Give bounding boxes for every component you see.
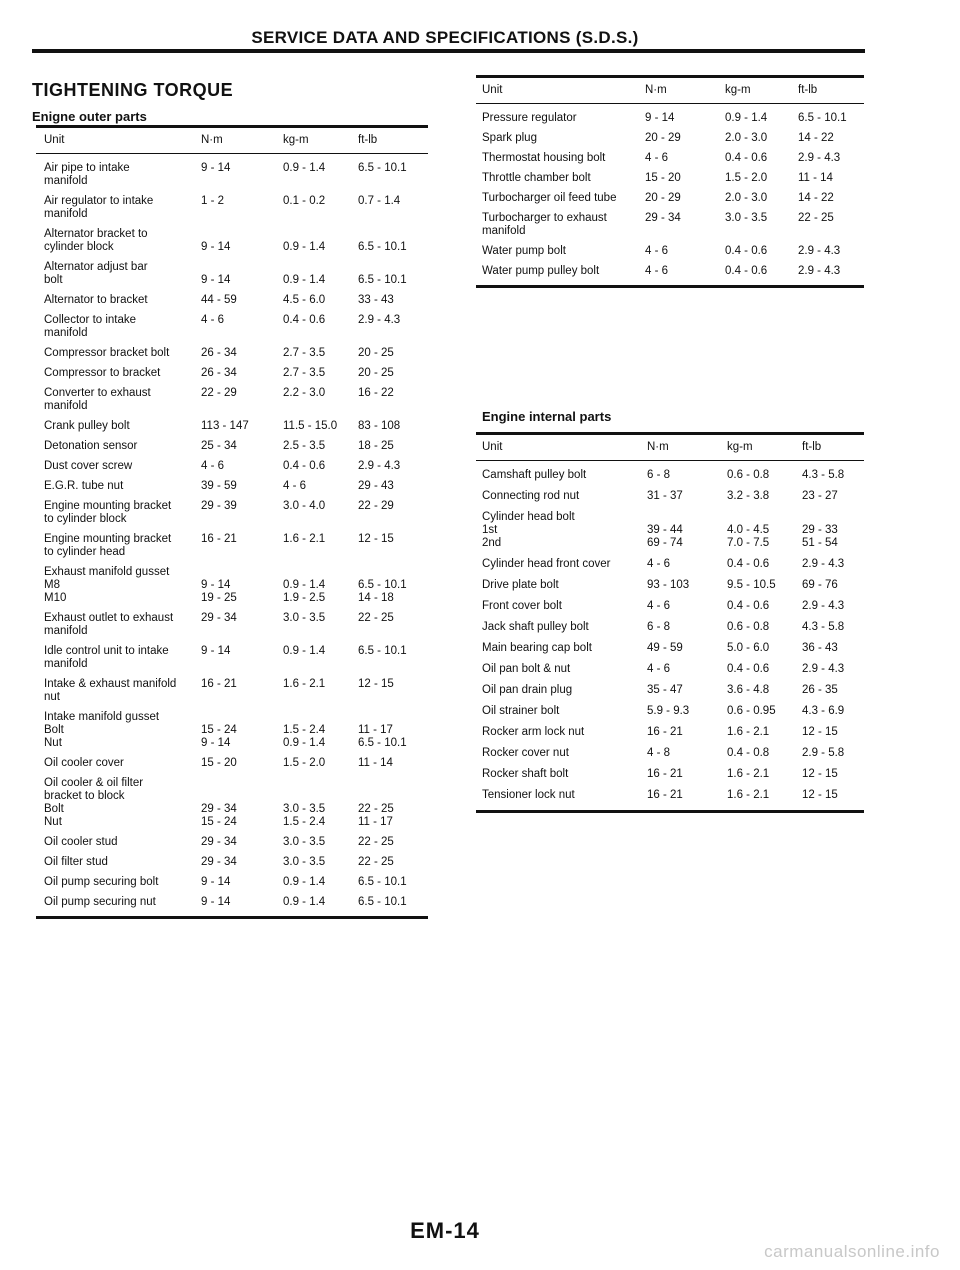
nm-cell: 20 - 29 [645,132,681,144]
kgm-cell: 0.4 - 0.6 [727,558,770,570]
part-name-cell: Water pump pulley bolt [482,265,600,277]
part-name-cell: Oil pump securing nut [44,896,156,908]
nm-cell: 15 - 20 [645,172,681,184]
ftlb-cell: 83 - 108 [358,420,401,432]
ftlb-cell: 12 - 15 [358,533,394,545]
kgm-cell: 0.9 - 1.4 1.9 - 2.5 [283,579,326,604]
nm-cell: 4 - 6 [201,460,225,472]
kgm-cell: 0.6 - 0.95 [727,705,776,717]
kgm-cell: 1.6 - 2.1 [283,533,326,545]
kgm-cell: 3.6 - 4.8 [727,684,770,696]
ftlb-cell: 2.9 - 4.3 [358,460,401,472]
kgm-cell: 0.6 - 0.8 [727,621,770,633]
nm-cell: 31 - 37 [647,490,683,502]
outer-parts-table [36,125,428,919]
nm-cell: 93 - 103 [647,579,690,591]
table-row [44,711,428,750]
table-body [476,104,864,278]
nm-cell: 9 - 14 [201,162,231,174]
ftlb-cell: 2.9 - 4.3 [798,152,841,164]
kgm-cell: 0.4 - 0.6 [725,245,768,257]
ftlb-cell: 12 - 15 [802,768,838,780]
table-row [44,162,428,188]
part-name-cell: Water pump bolt [482,245,566,257]
ftlb-cell: 69 - 76 [802,579,838,591]
table-row [482,132,864,145]
ftlb-cell: 6.5 - 10.1 [358,876,407,888]
ftlb-cell: 4.3 - 6.9 [802,705,845,717]
nm-cell: 16 - 21 [647,726,683,738]
ftlb-cell: 29 - 33 51 - 54 [802,524,838,549]
ftlb-cell: 22 - 25 [358,836,394,848]
part-name-cell: Engine mounting bracket to cylinder block [44,500,172,525]
nm-cell: 29 - 34 15 - 24 [201,803,237,828]
table-row [482,621,864,634]
ftlb-cell: 11 - 14 [798,172,833,184]
kgm-cell: 3.0 - 3.5 [725,212,768,224]
table-row [482,490,864,503]
nm-cell: 9 - 14 [201,896,231,908]
ftlb-cell: 22 - 25 [798,212,834,224]
kgm-cell: 5.0 - 6.0 [727,642,770,654]
nm-cell: 5.9 - 9.3 [647,705,690,717]
part-name-cell: Compressor bracket bolt [44,347,170,359]
kgm-cell: 2.0 - 3.0 [725,132,768,144]
nm-cell: 4 - 6 [647,663,671,675]
kgm-cell: 1.6 - 2.1 [727,726,770,738]
nm-cell: 16 - 21 [647,768,683,780]
part-name-cell: Collector to intake manifold [44,314,137,339]
table-row [44,757,428,770]
kgm-cell: 0.9 - 1.4 [725,112,768,124]
watermark: carmanualsonline.info [764,1242,940,1261]
col-kgm: kg-m [727,441,753,453]
ftlb-cell: 22 - 29 [358,500,394,512]
part-name-cell: Drive plate bolt [482,579,559,591]
kgm-cell: 0.9 - 1.4 [283,274,326,286]
table-row [482,768,864,781]
kgm-cell: 3.0 - 3.5 1.5 - 2.4 [283,803,326,828]
part-name-cell: Main bearing cap bolt [482,642,592,654]
ftlb-cell: 4.3 - 5.8 [802,469,845,481]
nm-cell: 15 - 20 [201,757,237,769]
nm-cell: 25 - 34 [201,440,237,452]
kgm-cell: 2.2 - 3.0 [283,387,326,399]
outer-parts-table-continued [476,75,864,288]
nm-cell: 35 - 47 [647,684,683,696]
table-bottom-rule [476,285,864,288]
col-unit: Unit [482,441,503,453]
nm-cell: 16 - 21 [201,533,237,545]
part-name-cell: Camshaft pulley bolt [482,469,587,481]
part-name-cell: Rocker cover nut [482,747,569,759]
table-row [44,367,428,380]
table-row [44,228,428,254]
section-subtitle: Enigne outer parts [32,109,147,124]
table-row [44,533,428,559]
nm-cell: 29 - 34 [201,836,237,848]
kgm-cell: 3.0 - 4.0 [283,500,326,512]
table-header [476,435,864,460]
nm-cell: 20 - 29 [645,192,681,204]
nm-cell: 29 - 34 [201,856,237,868]
kgm-cell: 9.5 - 10.5 [727,579,776,591]
table-row [482,705,864,718]
part-name-cell: Turbocharger to exhaust manifold [482,212,607,237]
part-name-cell: Rocker shaft bolt [482,768,569,780]
table-row [44,836,428,849]
ftlb-cell: 2.9 - 4.3 [358,314,401,326]
part-name-cell: Intake & exhaust manifold nut [44,678,177,703]
ftlb-cell: 11 - 14 [358,757,393,769]
nm-cell: 6 - 8 [647,621,671,633]
table-header [36,128,428,153]
table-row [482,558,864,571]
kgm-cell: 0.9 - 1.4 [283,876,326,888]
ftlb-cell: 6.5 - 10.1 14 - 18 [358,579,407,604]
kgm-cell: 0.4 - 0.6 [283,314,326,326]
nm-cell: 29 - 34 [201,612,237,624]
ftlb-cell: 14 - 22 [798,192,834,204]
part-name-cell: Oil cooler cover [44,757,124,769]
nm-cell: 39 - 44 69 - 74 [647,524,683,549]
col-unit: Unit [44,134,65,146]
table-row [482,212,864,238]
ftlb-cell: 29 - 43 [358,480,394,492]
kgm-cell: 0.1 - 0.2 [283,195,326,207]
table-row [44,460,428,473]
nm-cell: 4 - 6 [647,600,671,612]
table-row [44,566,428,605]
kgm-cell: 0.4 - 0.6 [725,265,768,277]
part-name-cell: Oil pan drain plug [482,684,573,696]
table-row [44,500,428,526]
nm-cell: 29 - 39 [201,500,237,512]
part-name-cell: Pressure regulator [482,112,577,124]
ftlb-cell: 23 - 27 [802,490,838,502]
part-name-cell: Cylinder head front cover [482,558,611,570]
col-ftlb: ft-lb [358,134,378,146]
part-name-cell: Turbocharger oil feed tube [482,192,617,204]
nm-cell: 44 - 59 [201,294,237,306]
page-header-title: SERVICE DATA AND SPECIFICATIONS (S.D.S.) [251,28,639,47]
table-row [44,314,428,340]
internal-parts-subtitle: Engine internal parts [482,409,612,424]
nm-cell: 4 - 6 [645,265,669,277]
table-row [44,261,428,287]
kgm-cell: 0.9 - 1.4 [283,645,326,657]
nm-cell: 4 - 6 [645,152,669,164]
part-name-cell: Compressor to bracket [44,367,161,379]
nm-cell: 29 - 34 [645,212,681,224]
table-row [44,856,428,869]
table-row [482,265,864,278]
part-name-cell: Thermostat housing bolt [482,152,606,164]
table-row [44,777,428,829]
part-name-cell: Converter to exhaust manifold [44,387,151,412]
part-name-cell: Front cover bolt [482,600,562,612]
part-name-cell: Dust cover screw [44,460,133,472]
nm-cell: 26 - 34 [201,367,237,379]
col-nm: N·m [645,84,667,96]
ftlb-cell: 6.5 - 10.1 [798,112,847,124]
kgm-cell: 11.5 - 15.0 [283,420,338,432]
nm-cell: 16 - 21 [201,678,237,690]
col-kgm: kg-m [283,134,309,146]
table-row [482,726,864,739]
kgm-cell: 3.0 - 3.5 [283,612,326,624]
table-row [482,192,864,205]
table-row [44,387,428,413]
table-row [44,420,428,433]
table-bottom-rule [36,916,428,919]
nm-cell: 4 - 8 [647,747,671,759]
kgm-cell: 3.2 - 3.8 [727,490,770,502]
part-name-cell: Detonation sensor [44,440,138,452]
table-row [44,480,428,493]
nm-cell: 9 - 14 [201,876,231,888]
nm-cell: 9 - 14 [201,241,231,253]
kgm-cell: 0.6 - 0.8 [727,469,770,481]
ftlb-cell: 6.5 - 10.1 [358,241,407,253]
col-ftlb: ft-lb [798,84,818,96]
part-name-cell: Alternator adjust bar bolt [44,261,148,286]
part-name-cell: Connecting rod nut [482,490,580,502]
table-row [44,294,428,307]
part-name-cell: Oil filter stud [44,856,108,868]
kgm-cell: 1.5 - 2.0 [725,172,768,184]
table-body [476,461,864,802]
nm-cell: 9 - 14 [201,645,231,657]
kgm-cell: 2.7 - 3.5 [283,347,326,359]
part-name-cell: Oil cooler & oil filter bracket to block Bolt Nut [44,777,144,828]
kgm-cell: 0.4 - 0.6 [727,663,770,675]
table-row [44,876,428,889]
part-name-cell: Cylinder head bolt 1st 2nd [482,511,575,549]
ftlb-cell: 2.9 - 4.3 [802,663,845,675]
table-row [44,440,428,453]
ftlb-cell: 2.9 - 4.3 [802,558,845,570]
nm-cell: 6 - 8 [647,469,671,481]
table-row [44,347,428,360]
col-nm: N·m [647,441,669,453]
table-row [482,663,864,676]
nm-cell: 4 - 6 [645,245,669,257]
nm-cell: 113 - 147 [201,420,249,432]
ftlb-cell: 2.9 - 4.3 [798,265,841,277]
ftlb-cell: 6.5 - 10.1 [358,896,407,908]
col-ftlb: ft-lb [802,441,822,453]
table-row [482,600,864,613]
table-row [482,469,864,482]
ftlb-cell: 22 - 25 [358,612,394,624]
part-name-cell: Idle control unit to intake manifold [44,645,169,670]
header-rule [32,49,865,53]
ftlb-cell: 26 - 35 [802,684,838,696]
kgm-cell: 1.5 - 2.4 0.9 - 1.4 [283,724,326,749]
part-name-cell: Oil cooler stud [44,836,118,848]
part-name-cell: Spark plug [482,132,537,144]
nm-cell: 1 - 2 [201,195,225,207]
ftlb-cell: 36 - 43 [802,642,838,654]
part-name-cell: Tensioner lock nut [482,789,575,801]
kgm-cell: 1.6 - 2.1 [727,789,770,801]
nm-cell: 16 - 21 [647,789,683,801]
kgm-cell: 0.4 - 0.6 [727,600,770,612]
table-bottom-rule [476,810,864,813]
part-name-cell: Exhaust manifold gusset M8 M10 [44,566,170,604]
table-row [44,612,428,638]
part-name-cell: Oil strainer bolt [482,705,560,717]
part-name-cell: Alternator bracket to cylinder block [44,228,148,253]
table-row [44,645,428,671]
part-name-cell: Alternator to bracket [44,294,148,306]
ftlb-cell: 6.5 - 10.1 [358,162,407,174]
ftlb-cell: 2.9 - 5.8 [802,747,845,759]
ftlb-cell: 33 - 43 [358,294,394,306]
kgm-cell: 0.4 - 0.8 [727,747,770,759]
kgm-cell: 2.7 - 3.5 [283,367,326,379]
ftlb-cell: 12 - 15 [802,726,838,738]
table-row [482,579,864,592]
part-name-cell: Oil pump securing bolt [44,876,159,888]
ftlb-cell: 12 - 15 [358,678,394,690]
ftlb-cell: 20 - 25 [358,367,394,379]
part-name-cell: Crank pulley bolt [44,420,130,432]
table-row [44,896,428,909]
kgm-cell: 4.5 - 6.0 [283,294,326,306]
kgm-cell: 2.0 - 3.0 [725,192,768,204]
table-row [482,245,864,258]
nm-cell: 15 - 24 9 - 14 [201,724,237,749]
table-row [482,684,864,697]
part-name-cell: Air pipe to intake manifold [44,162,130,187]
part-name-cell: Throttle chamber bolt [482,172,591,184]
kgm-cell: 0.4 - 0.6 [283,460,326,472]
kgm-cell: 1.6 - 2.1 [283,678,326,690]
table-row [482,642,864,655]
ftlb-cell: 12 - 15 [802,789,838,801]
nm-cell: 49 - 59 [647,642,683,654]
ftlb-cell: 16 - 22 [358,387,394,399]
ftlb-cell: 4.3 - 5.8 [802,621,845,633]
part-name-cell: Oil pan bolt & nut [482,663,571,675]
ftlb-cell: 20 - 25 [358,347,394,359]
nm-cell: 9 - 14 [201,274,231,286]
ftlb-cell: 2.9 - 4.3 [802,600,845,612]
table-body [36,154,428,909]
table-row [482,112,864,125]
table-header [476,78,864,103]
nm-cell: 4 - 6 [647,558,671,570]
ftlb-cell: 0.7 - 1.4 [358,195,401,207]
kgm-cell: 3.0 - 3.5 [283,836,326,848]
nm-cell: 39 - 59 [201,480,237,492]
internal-parts-table [476,432,864,813]
ftlb-cell: 11 - 17 6.5 - 10.1 [358,724,407,749]
col-nm: N·m [201,134,223,146]
ftlb-cell: 22 - 25 11 - 17 [358,803,394,828]
table-row [482,172,864,185]
table-row [482,789,864,802]
part-name-cell: Air regulator to intake manifold [44,195,154,220]
kgm-cell: 1.5 - 2.0 [283,757,326,769]
nm-cell: 22 - 29 [201,387,237,399]
nm-cell: 9 - 14 [645,112,675,124]
kgm-cell: 0.9 - 1.4 [283,896,326,908]
part-name-cell: Jack shaft pulley bolt [482,621,589,633]
kgm-cell: 3.0 - 3.5 [283,856,326,868]
table-row [44,195,428,221]
table-row [482,511,864,550]
kgm-cell: 4.0 - 4.5 7.0 - 7.5 [727,524,770,549]
ftlb-cell: 2.9 - 4.3 [798,245,841,257]
part-name-cell: Rocker arm lock nut [482,726,585,738]
part-name-cell: Exhaust outlet to exhaust manifold [44,612,174,637]
ftlb-cell: 18 - 25 [358,440,394,452]
nm-cell: 4 - 6 [201,314,225,326]
kgm-cell: 0.4 - 0.6 [725,152,768,164]
kgm-cell: 0.9 - 1.4 [283,162,326,174]
ftlb-cell: 14 - 22 [798,132,834,144]
kgm-cell: 2.5 - 3.5 [283,440,326,452]
ftlb-cell: 22 - 25 [358,856,394,868]
nm-cell: 26 - 34 [201,347,237,359]
col-unit: Unit [482,84,503,96]
kgm-cell: 4 - 6 [283,480,307,492]
part-name-cell: E.G.R. tube nut [44,480,124,492]
nm-cell: 9 - 14 19 - 25 [201,579,237,604]
page-number: EM-14 [410,1218,480,1243]
table-row [44,678,428,704]
ftlb-cell: 6.5 - 10.1 [358,274,407,286]
kgm-cell: 1.6 - 2.1 [727,768,770,780]
part-name-cell: Engine mounting bracket to cylinder head [44,533,172,558]
section-title: TIGHTENING TORQUE [32,80,234,100]
col-kgm: kg-m [725,84,751,96]
ftlb-cell: 6.5 - 10.1 [358,645,407,657]
part-name-cell: Intake manifold gusset Bolt Nut [44,711,160,749]
table-row [482,152,864,165]
table-row [482,747,864,760]
kgm-cell: 0.9 - 1.4 [283,241,326,253]
